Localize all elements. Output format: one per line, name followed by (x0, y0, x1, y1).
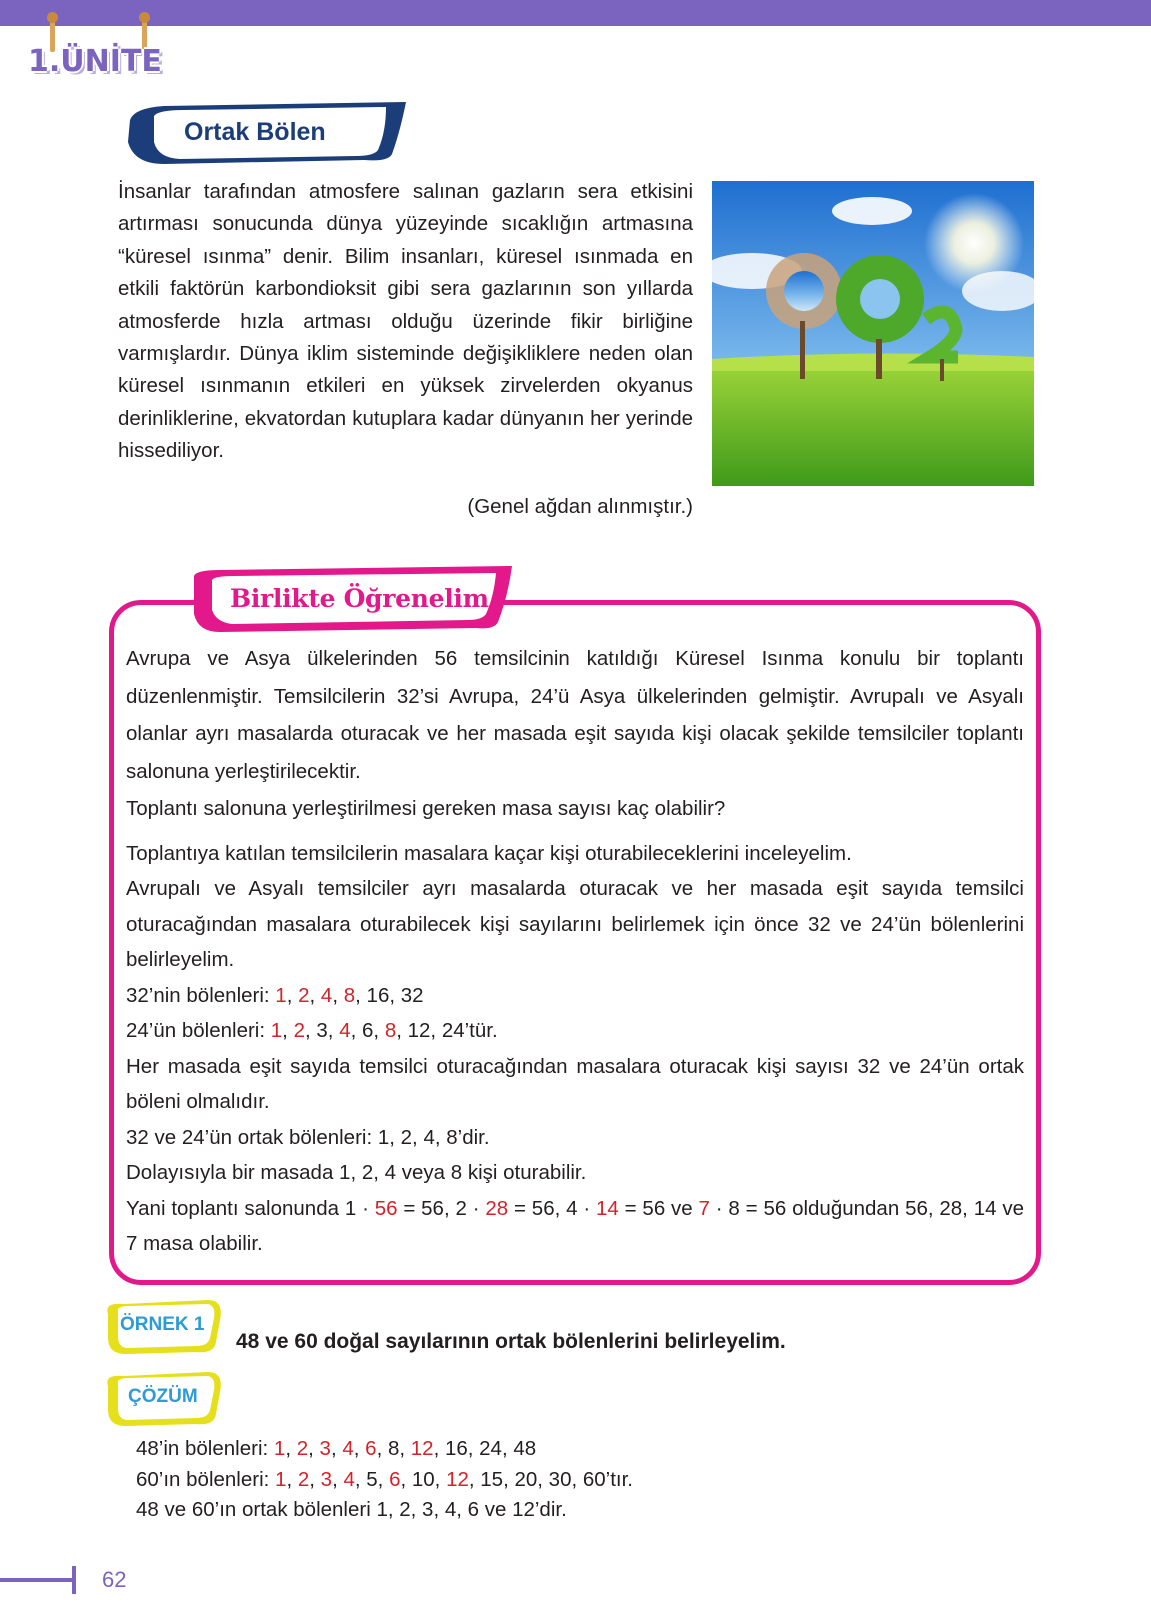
example-label: ÖRNEK 1 (120, 1314, 205, 1335)
co2-trees-photo (712, 181, 1034, 486)
divisors-of-60: 60’ın bölenleri: 1, 2, 3, 4, 5, 6, 10, 12, 15, 20, 30, 60’tır. (136, 1467, 634, 1491)
solution-line: Avrupalı ve Asyalı temsilciler ayrı masalarda oturacak ve her masada eşit sayıda temsilci oturacağından masalara oturabilecek kişi sayılarını belirlemek için önce 32 ve 24’ün bölenlerini belirleyelim. (126, 877, 1024, 971)
section-title: Ortak Bölen (184, 118, 326, 146)
unit-letter: İ (109, 44, 121, 79)
solution-line: Toplantıya katılan temsilcilerin masalara kaçar kişi oturabileceklerini inceleyelim. (126, 841, 852, 865)
unit-letter: Ü (60, 44, 85, 79)
solution-label: ÇÖZÜM (128, 1386, 198, 1407)
solution-line: Her masada eşit sayıda temsilci oturacağından masalara oturacak kişi sayısı 32 ve 24’ün ortak böleni olmalıdır. (126, 1054, 1024, 1113)
footer-rule (0, 1578, 74, 1582)
example-question: 48 ve 60 doğal sayılarının ortak bölenlerini belirleyelim. (236, 1330, 786, 1353)
divisors-of-48: 48’in bölenleri: 1, 2, 3, 4, 6, 8, 12, 16, 24, 48 (136, 1437, 537, 1460)
unit-letter: T (120, 44, 142, 79)
unit-badge-letters (28, 44, 162, 79)
common-divisors-line: 32 ve 24’ün ortak bölenleri: 1, 2, 4, 8’dir. (126, 1125, 490, 1149)
solution-badge (104, 1370, 224, 1424)
example-solution (136, 1434, 633, 1526)
example-badge (104, 1298, 224, 1352)
top-color-band (0, 0, 1151, 26)
learn-together-tab (190, 566, 520, 634)
final-answer: Yani toplantı salonunda 1 · 56 = 56, 2 · 28 = 56, 4 · 14 = 56 ve 7 · 8 = 56 olduğundan 56, 28, 14 ve 7 masa olabilir. (126, 1196, 1024, 1255)
solution-line: Dolayısıyla bir masada 1, 2, 4 veya 8 kişi oturabilir. (126, 1161, 587, 1184)
unit-letter: E (141, 44, 162, 79)
footer-tick (72, 1566, 76, 1594)
divisors-of-24: 24’ün bölenleri: 1, 2, 3, 4, 6, 8, 12, 24’tür. (126, 1019, 498, 1042)
learn-content (126, 640, 1024, 1262)
learn-together-title: Birlikte Öğrenelim (230, 584, 489, 613)
problem-paragraph: Avrupa ve Asya ülkelerinden 56 temsilcinin katıldığı Küresel Isınma konulu bir toplantı düzenlenmiştir. Temsilcilerin 32’si Avrupa, 24’ü Asya ülkelerinden gelmiştir. Avrupalı ve Asyalı olanlar ayrı masalarda oturacak ve her masada eşit sayıda kişi olacak şekilde temsilciler toplantı salonuna yerleştirilecektir. (126, 647, 1024, 783)
unit-letter: N (84, 44, 110, 79)
intro-paragraph: İnsanlar tarafından atmosfere salınan gazların sera etkisini artırması sonucunda dünya yüzeyinde sıcaklığın artmasına “küresel ısınma” denir. Bilim insanları, küresel ısınmada en etkili faktörün karbondioksit gibi sera gazlarının son yıllarda atmosferde hızla artması olduğu üzerinde fikir birliğine varmışlardır. Dünya iklim sisteminde değişikliklere neden olan küresel ısınmanın etkileri en yüksek zirvelerden okyanus derinliklerine, ekvatordan kutuplara kadar dünyanın her yerinde hissediliyor. (118, 180, 693, 463)
problem-statement (126, 640, 1024, 828)
unit-badge (28, 14, 162, 92)
section-title-banner (124, 102, 414, 168)
divisors-of-32: 32’nin bölenleri: 1, 2, 4, 8, 16, 32 (126, 983, 424, 1007)
unit-number: 1. (28, 44, 61, 79)
common-divisors-48-60: 48 ve 60’ın ortak bölenleri 1, 2, 3, 4, 6 ve 12’dir. (136, 1498, 567, 1521)
page-number: 62 (102, 1567, 127, 1592)
worked-solution (126, 836, 1024, 1262)
source-note: (Genel ağdan alınmıştır.) (467, 495, 693, 518)
problem-question: Toplantı salonuna yerleştirilmesi gereken masa sayısı kaç olabilir? (126, 797, 726, 820)
